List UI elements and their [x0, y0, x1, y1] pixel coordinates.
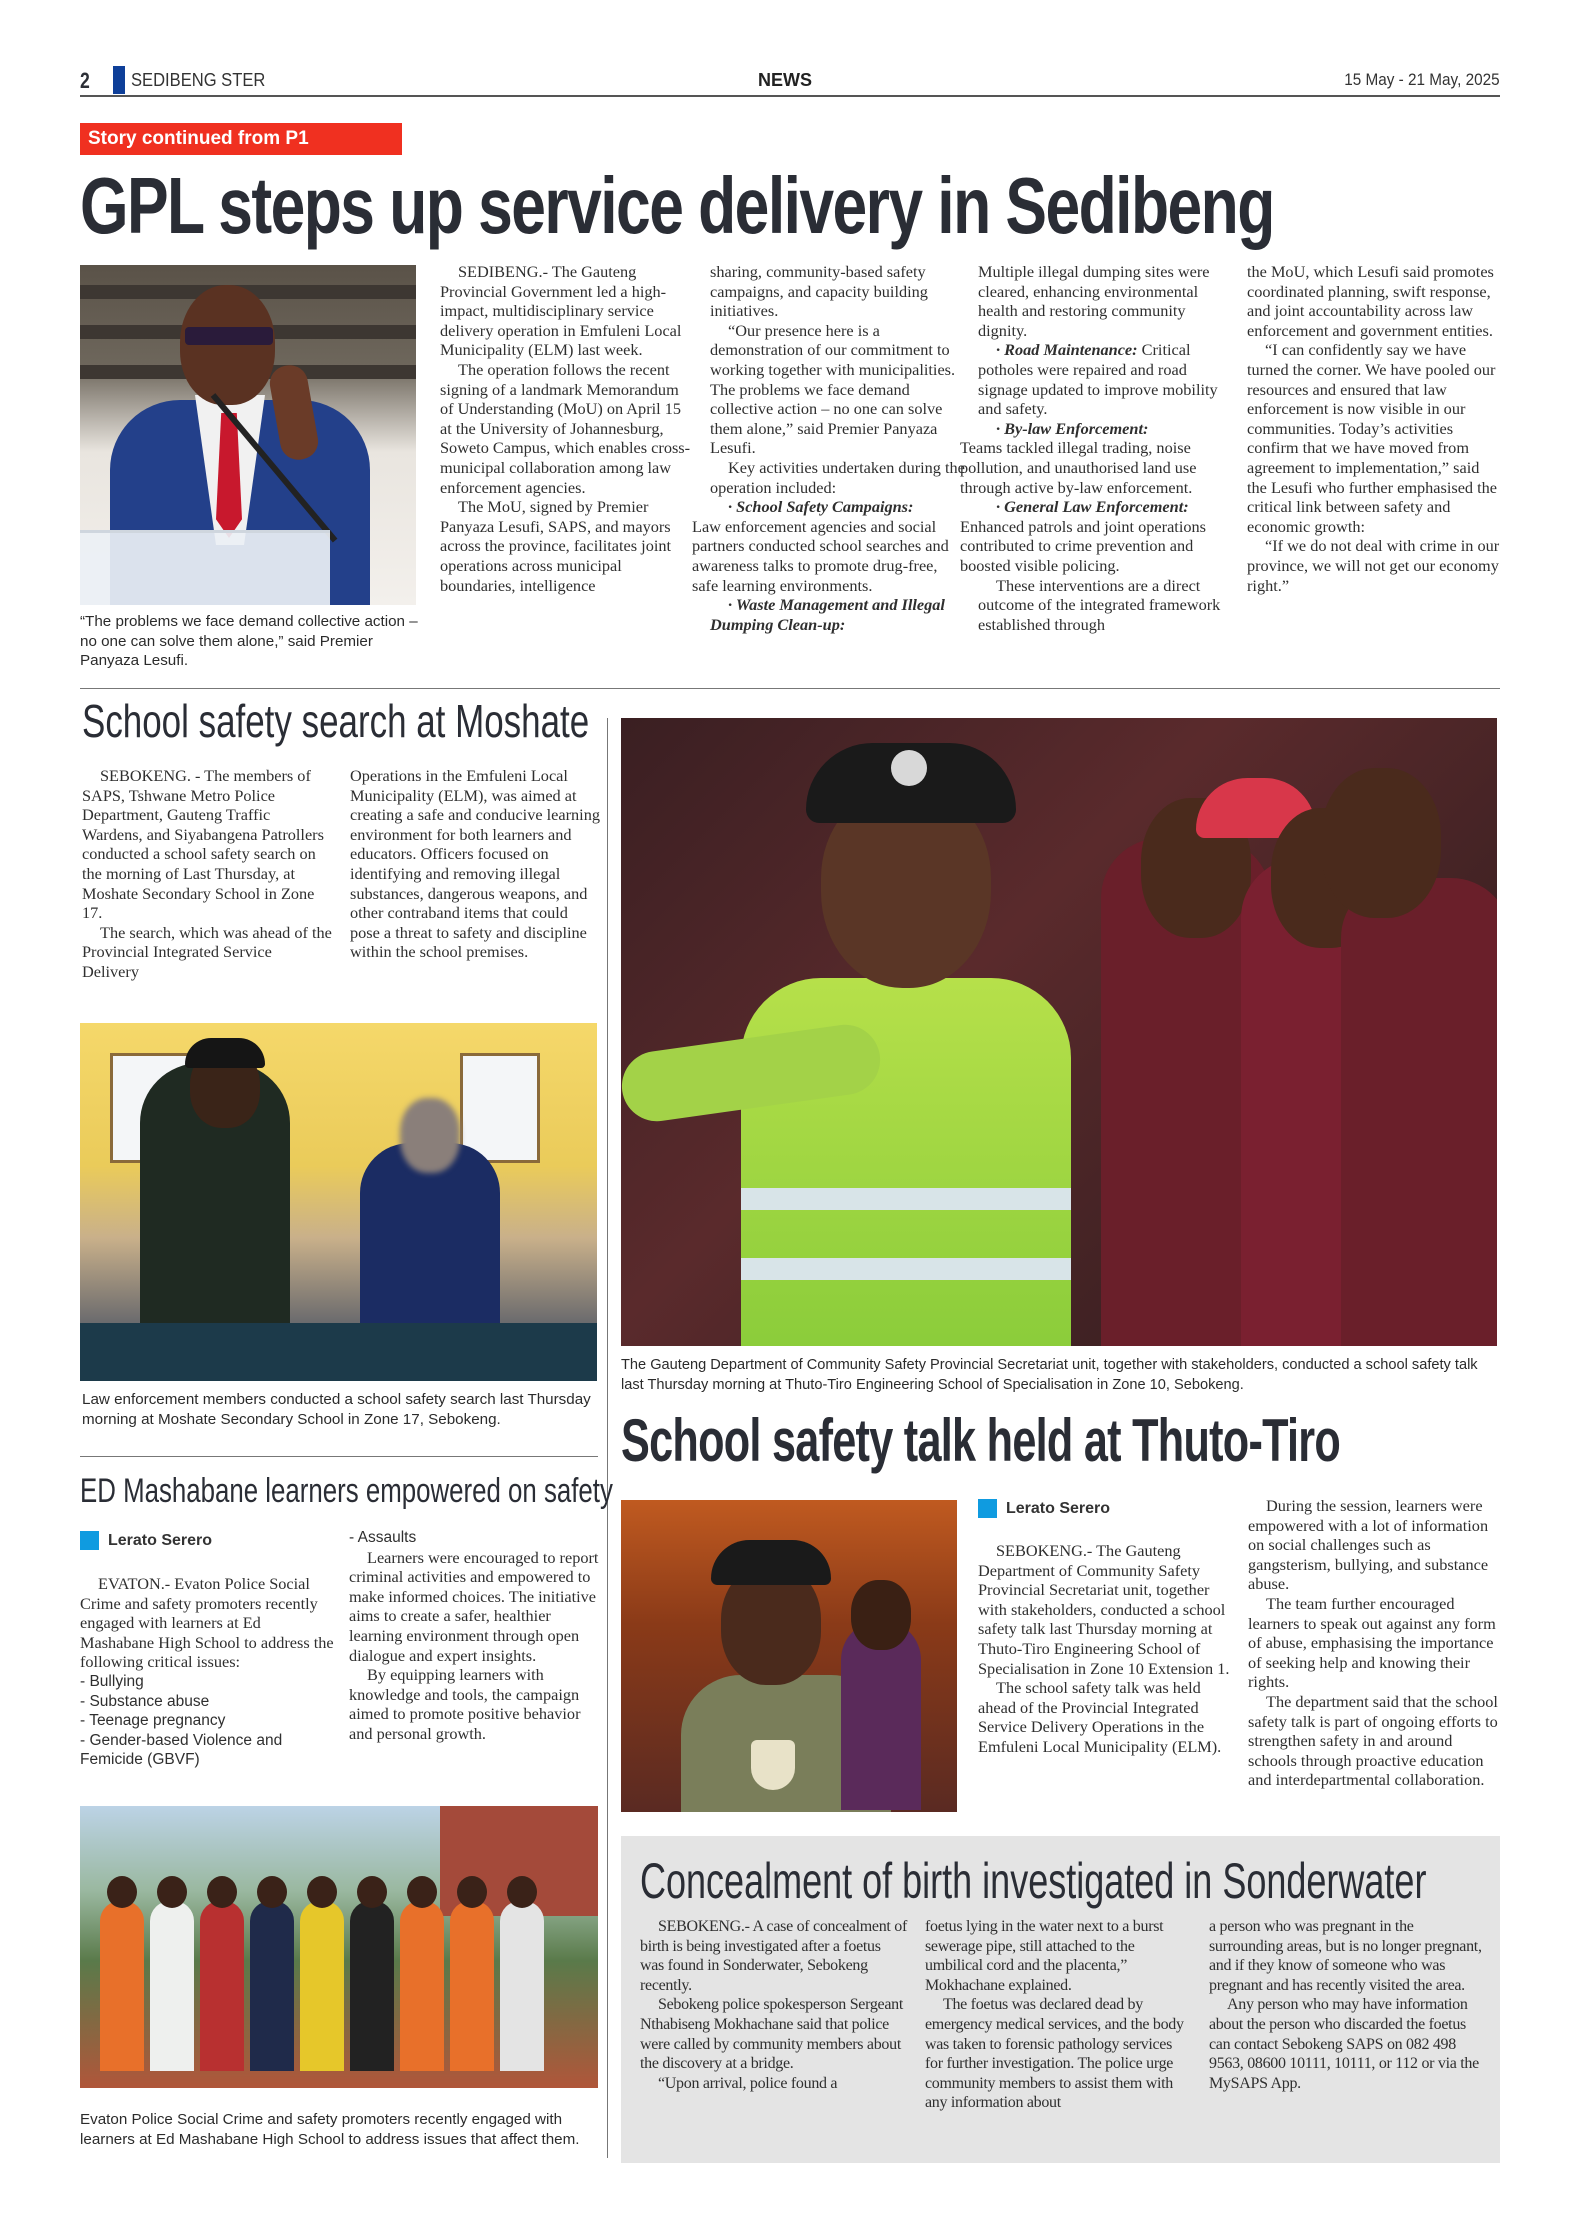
moshate-column-2 — [350, 766, 600, 962]
list-item: - Bullying — [80, 1672, 144, 1690]
thuto-tiro-column-2 — [1248, 1496, 1503, 1790]
paragraph: During the session, learners were empowered with a lot of information on social challenges such as gangsterism, bullying, and substance abuse. — [1248, 1496, 1489, 1594]
paragraph: The department said that the school safety talk is part of ongoing efforts to strengthen safety in and around schools through proactive education and interdepartmental collaboration. — [1248, 1691, 1498, 1790]
paragraph: Learners were encouraged to report criminal activities and empowered to make informed choices. The initiative aims to create a safer, healthier learning environment through open dialogue and expert insights. — [349, 1547, 599, 1665]
paragraph: The operation follows the recent signing of a landmark Memorandum of Understanding (MoU) on April 15 at the University of Johannesburg, Soweto Campus, which enables cross-municipal collaboration among law enforcement agencies. — [440, 359, 691, 497]
paragraph: a person who was pregnant in the surrounding areas, but is no longer pregnant, and if they know of someone who was pregnant and has recently visited the area. — [1209, 1918, 1482, 1994]
thuto-tiro-headline: School safety talk held at Thuto-Tiro — [621, 1407, 1341, 1474]
paragraph: Key activities undertaken during the operation included: — [710, 457, 965, 497]
issue-date: 15 May - 21 May, 2025 — [1344, 70, 1500, 89]
moshate-photo-caption: Law enforcement members conducted a school safety search last Thursday morning at Moshate Secondary School in Zone 17, Sebokeng. — [82, 1391, 591, 1428]
list-item: - Teenage pregnancy — [80, 1712, 226, 1730]
list-item: - Substance abuse — [80, 1692, 210, 1710]
paragraph: SEBOKENG. - The members of SAPS, Tshwane Metro Police Department, Gauteng Traffic Wardens, and Siyabangena Patrollers conducted a school safety search on the morning of Last Thursday, at Moshate Secondary School in Zone 17. — [82, 766, 324, 923]
bullet-label: · Road Maintenance: — [996, 340, 1138, 360]
paragraph: The school safety talk was held ahead of the Provincial Integrated Service Delivery Operations in the Emfuleni Local Municipality (ELM). — [978, 1678, 1222, 1756]
lead-column-4 — [1247, 262, 1503, 595]
bullet-label: · Waste Management and Illegal Dumping Clean-up: — [710, 595, 945, 634]
photo-thuto-tiro-warden — [621, 1500, 957, 1812]
moshate-headline: School safety search at Moshate — [82, 695, 590, 747]
photo-thuto-tiro-talk — [621, 718, 1497, 1346]
sonderwater-column-3 — [1209, 1917, 1484, 2093]
column-divider — [607, 718, 608, 2158]
photo-ed-mashabane-group — [80, 1806, 598, 2088]
lead-column-3 — [960, 262, 1234, 634]
header-rule — [80, 95, 1500, 97]
paragraph: The team further encouraged learners to speak out against any form of abuse, emphasising the importance of seeking help and knowing their rights. — [1248, 1593, 1496, 1692]
bullet-text: Teams tackled illegal trading, noise pollution, and unauthorised land use through active by-law enforcement. — [960, 438, 1197, 497]
paragraph: “If we do not deal with crime in our province, we will not get our economy right.” — [1247, 536, 1500, 595]
bullet-text: Law enforcement agencies and social partners conducted school searches and awareness talks to promote drug-free, safe learning environments. — [692, 516, 949, 595]
continued-badge: Story continued from P1 — [80, 123, 402, 155]
thuto-tiro-byline — [978, 1499, 1110, 1518]
paragraph: These interventions are a direct outcome of the integrated framework established through — [978, 575, 1221, 634]
bullet-label: · School Safety Campaigns: — [728, 497, 914, 517]
paragraph: Sebokeng police spokesperson Sergeant Nthabiseng Mokhachane said that police were called by community members about the discovery at a bridge. — [640, 1996, 903, 2073]
bullet-text: Enhanced patrols and joint operations contributed to crime prevention and boosted visible policing. — [960, 516, 1206, 575]
paragraph — [960, 418, 1234, 497]
paragraph: the MoU, which Lesufi said promotes coordinated planning, swift response, and joint accountability across law enforcement and government entities. — [1247, 262, 1494, 340]
paragraph: Multiple illegal dumping sites were cleared, enhancing environmental health and restoring community dignity. — [978, 262, 1210, 340]
paragraph: The foetus was declared dead by emergency medical services, and the body was taken to forensic pathology services for further investigation. The police urge community members to assist them with any information about — [925, 1996, 1184, 2112]
publication-name: SEDIBENG STER — [131, 70, 266, 90]
photo-premier-lesufi — [80, 265, 416, 605]
thuto-tiro-photo-caption: The Gauteng Department of Community Safety Provincial Secretariat unit, together with stakeholders, conducted a school safety talk last Thursday morning at Thuto-Tiro Engineering School of Specialisation in Zone 10, Sebokeng. — [621, 1357, 1478, 1393]
lead-column-2 — [692, 262, 966, 634]
paragraph: Any person who may have information about the person who discarded the foetus can contact Sebokeng SAPS on 082 498 9563, 08600 10111, 10111, or 112 or via the MySAPS App. — [1209, 1996, 1479, 2092]
paragraph: By equipping learners with knowledge and tools, the campaign aimed to promote positive behavior and personal growth. — [349, 1665, 581, 1743]
paragraph: “Upon arrival, police found a — [658, 2074, 838, 2092]
paragraph: sharing, community-based safety campaigns, and capacity building initiatives. — [710, 262, 928, 321]
byline-author: Lerato Serero — [1006, 1499, 1111, 1517]
page-number: 2 — [80, 68, 90, 93]
lead-column-1 — [440, 262, 696, 595]
ed-mashabane-byline — [80, 1531, 212, 1550]
sonderwater-column-2 — [925, 1917, 1193, 2113]
paragraph: SEBOKENG.- A case of concealment of birth is being investigated after a foetus was found in Sonderwater, Sebokeng recently. — [640, 1918, 907, 1994]
paragraph: SEDIBENG.- The Gauteng Provincial Government led a high-impact, multidisciplinary service delivery operation in Emfuleni Local Municipality (ELM) last week. — [440, 262, 682, 360]
paragraph: The search, which was ahead of the Provincial Integrated Service Delivery — [82, 922, 332, 981]
bullet-label: · By-law Enforcement: — [996, 418, 1149, 438]
paragraph — [692, 497, 966, 595]
paragraph: “I can confidently say we have turned the corner. We have pooled our resources and ensured that law enforcement is now visible in our communities. Today’s activities confirm that we have moved from agreement to implementation,” said the Lesufi who further emphasised the critical link between safety and economic growth: — [1247, 340, 1498, 536]
byline-marker-icon — [978, 1499, 997, 1518]
paragraph — [960, 497, 1234, 575]
paragraph: SEBOKENG.- The Gauteng Department of Community Safety Provincial Secretariat unit, together with stakeholders, conducted a school safety talk last Thursday morning at Thuto-Tiro Engineering School of Specialisation in Zone 10 Extension 1. — [978, 1541, 1230, 1678]
paragraph: Operations in the Emfuleni Local Municipality (ELM), was aimed at creating a safe and conducive learning environment for both learners and educators. Officers focused on identifying and removing illegal substances, dangerous weapons, and other contraband items that could pose a threat to safety and discipline within the school premises. — [350, 766, 600, 962]
list-item: - Gender-based Violence and Femicide (GBVF) — [80, 1731, 283, 1769]
list-item: - Assaults — [349, 1529, 417, 1546]
paragraph: “Our presence here is a demonstration of our commitment to working together with municipalities. The problems we face demand collective action – no one can solve them alone,” said Premier Panyaza Lesufi. — [710, 320, 956, 458]
lead-photo-caption: “The problems we face demand collective action – no one can solve them alone,” said Premier Panyaza Lesufi. — [80, 613, 418, 670]
photo-moshate-search — [80, 1023, 597, 1381]
paragraph: EVATON.- Evaton Police Social Crime and safety promoters recently engaged with learners at Ed Mashabane High School to address the following critical issues: — [80, 1574, 334, 1672]
bullet-label: · General Law Enforcement: — [996, 497, 1189, 517]
moshate-column-1 — [82, 766, 332, 982]
paragraph — [710, 595, 966, 634]
ed-mashabane-column-1 — [80, 1574, 335, 1770]
bullet-text: Critical potholes were repaired and road signage updated to improve mobility and safety. — [978, 340, 1218, 419]
paragraph — [978, 340, 1234, 418]
ed-mashabane-headline: ED Mashabane learners empowered on safety — [80, 1472, 613, 1510]
byline-author: Lerato Serero — [108, 1531, 213, 1549]
lead-headline: GPL steps up service delivery in Sedibeng — [80, 161, 1274, 250]
section-divider — [80, 688, 1500, 689]
byline-marker-icon — [80, 1531, 99, 1550]
ed-mashabane-column-2 — [349, 1528, 604, 1744]
section-divider — [80, 1456, 598, 1457]
paragraph: The MoU, signed by Premier Panyaza Lesufi, SAPS, and mayors across the province, facilitates joint operations across municipal boundaries, intelligence — [440, 497, 672, 595]
paragraph: foetus lying in the water next to a burst sewerage pipe, still attached to the umbilical cord and the placenta,” Mokhachane explained. — [925, 1918, 1164, 1994]
sonderwater-headline: Concealment of birth investigated in Sonderwater — [640, 1853, 1427, 1909]
sonderwater-column-1 — [640, 1917, 908, 2093]
section-label: NEWS — [758, 70, 812, 90]
publication-accent-bar — [113, 66, 125, 94]
ed-mashabane-photo-caption: Evaton Police Social Crime and safety promoters recently engaged with learners at Ed Mashabane High School to address issues that affect them. — [80, 2111, 580, 2148]
thuto-tiro-column-1 — [978, 1541, 1230, 1757]
